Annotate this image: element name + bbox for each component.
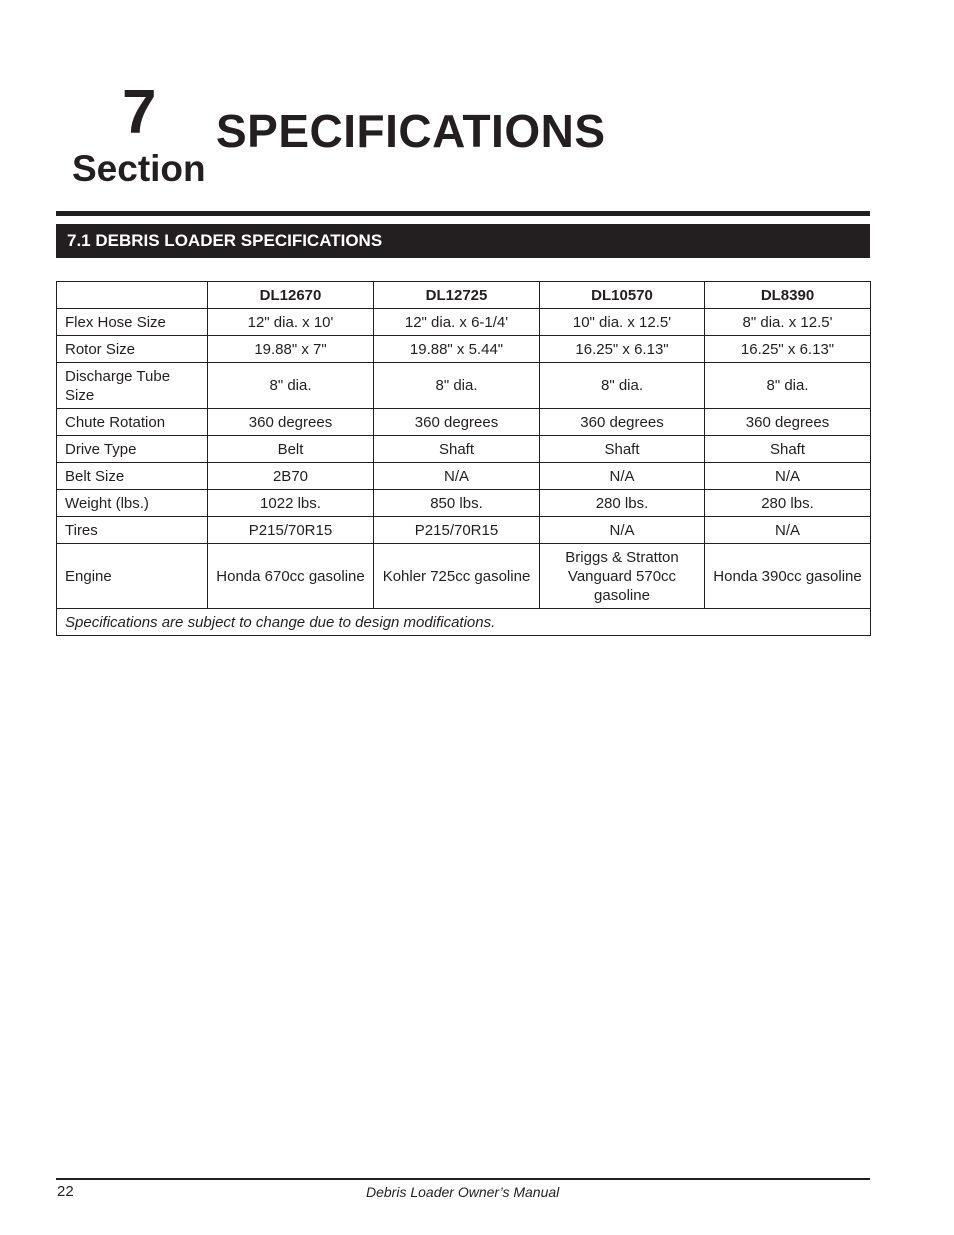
table-cell: 1022 lbs. xyxy=(208,490,374,517)
footer-divider xyxy=(56,1178,870,1180)
table-cell: 360 degrees xyxy=(540,409,705,436)
table-row xyxy=(57,409,871,436)
table-cell: Shaft xyxy=(374,436,540,463)
table-cell: N/A xyxy=(705,463,871,490)
table-row xyxy=(57,309,871,336)
table-cell: 8" dia. xyxy=(374,363,540,409)
table-note: Specifications are subject to change due to design modifications. xyxy=(57,609,871,636)
table-cell: 16.25" x 6.13" xyxy=(705,336,871,363)
table-row xyxy=(57,336,871,363)
row-label: Weight (lbs.) xyxy=(57,490,208,517)
column-header: DL10570 xyxy=(540,282,705,309)
row-label: Tires xyxy=(57,517,208,544)
section-label: Section xyxy=(72,148,206,189)
table-cell: N/A xyxy=(374,463,540,490)
manual-title: Debris Loader Owner’s Manual xyxy=(366,1184,560,1200)
table-cell: Shaft xyxy=(540,436,705,463)
table-cell: Kohler 725cc gasoline xyxy=(374,544,540,609)
column-header xyxy=(57,282,208,309)
table-cell: 360 degrees xyxy=(208,409,374,436)
table-row xyxy=(57,436,871,463)
table-cell: 10" dia. x 12.5' xyxy=(540,309,705,336)
table-cell: 19.88" x 7" xyxy=(208,336,374,363)
row-label: Belt Size xyxy=(57,463,208,490)
row-label: Rotor Size xyxy=(57,336,208,363)
table-cell: Honda 390cc gasoline xyxy=(705,544,871,609)
table-cell: N/A xyxy=(540,463,705,490)
table-cell: 8" dia. xyxy=(208,363,374,409)
table-cell: 12" dia. x 6-1/4' xyxy=(374,309,540,336)
table-cell: 12" dia. x 10' xyxy=(208,309,374,336)
row-label: Engine xyxy=(57,544,208,609)
table-cell: Briggs & Stratton Vanguard 570cc gasoline xyxy=(540,544,705,609)
table-cell: Honda 670cc gasoline xyxy=(208,544,374,609)
table-cell: 8" dia. xyxy=(705,363,871,409)
table-row xyxy=(57,544,871,609)
table-cell: Shaft xyxy=(705,436,871,463)
column-header: DL8390 xyxy=(705,282,871,309)
table-cell: 16.25" x 6.13" xyxy=(540,336,705,363)
table-cell: 8" dia. xyxy=(540,363,705,409)
table-header-row xyxy=(57,282,871,309)
table-row xyxy=(57,517,871,544)
table-cell: 360 degrees xyxy=(374,409,540,436)
table-cell: 280 lbs. xyxy=(540,490,705,517)
row-label: Chute Rotation xyxy=(57,409,208,436)
table-cell: 8" dia. x 12.5' xyxy=(705,309,871,336)
table-cell: N/A xyxy=(705,517,871,544)
header-divider xyxy=(56,211,870,216)
table-row xyxy=(57,463,871,490)
row-label: Flex Hose Size xyxy=(57,309,208,336)
subsection-heading: 7.1 DEBRIS LOADER SPECIFICATIONS xyxy=(56,224,870,258)
table-note-row xyxy=(57,609,871,636)
table-cell: 360 degrees xyxy=(705,409,871,436)
table-cell: 280 lbs. xyxy=(705,490,871,517)
specifications-table xyxy=(56,281,871,636)
table-cell: 19.88" x 5.44" xyxy=(374,336,540,363)
table-cell: P215/70R15 xyxy=(374,517,540,544)
table-row xyxy=(57,363,871,409)
page-title: SPECIFICATIONS xyxy=(216,105,606,157)
table-cell: N/A xyxy=(540,517,705,544)
table-cell: Belt xyxy=(208,436,374,463)
column-header: DL12725 xyxy=(374,282,540,309)
row-label: Discharge Tube Size xyxy=(57,363,208,409)
page-number: 22 xyxy=(57,1183,74,1200)
table-cell: 2B70 xyxy=(208,463,374,490)
row-label: Drive Type xyxy=(57,436,208,463)
table-cell: 850 lbs. xyxy=(374,490,540,517)
column-header: DL12670 xyxy=(208,282,374,309)
section-number: 7 xyxy=(122,78,157,147)
table-cell: P215/70R15 xyxy=(208,517,374,544)
table-row xyxy=(57,490,871,517)
